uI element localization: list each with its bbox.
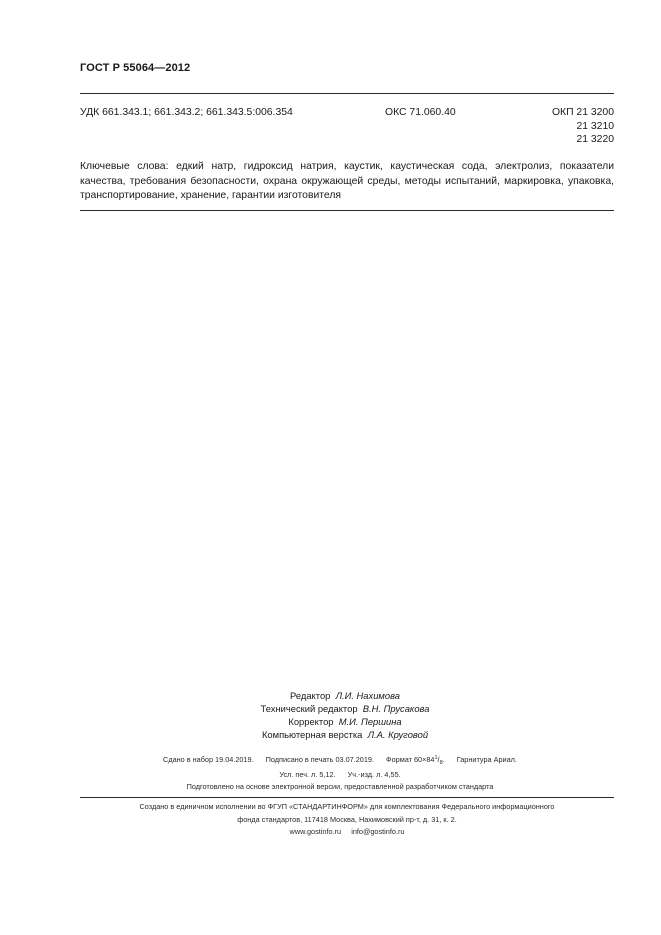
credit-layout: [180, 728, 510, 741]
okp-codes: [552, 106, 614, 147]
paper-format: Формат $60\times 84^1/_8$.: [386, 755, 445, 766]
website-link[interactable]: www.gostinfo.ru: [289, 827, 342, 836]
footer-line: Создано в единичном исполнении во ФГУП «СТАНДАРТИНФОРМ» для комплектования Федерального информационного: [139, 802, 555, 811]
oks-code: ОКС 71.060.40: [385, 107, 456, 118]
credit-role: Компьютерная верстка: [261, 729, 363, 740]
standard-number: ГОСТ Р 55064—2012: [80, 62, 191, 74]
footer-line: фонда стандартов, 117418 Москва, Нахимовский пр-т, д. 31, к. 2.: [237, 814, 457, 824]
okp-code: 21 3210: [576, 120, 614, 132]
publisher-footer: [80, 801, 614, 839]
publisher-sheets: Уч.-изд. л. 4,55.: [347, 770, 401, 779]
typeface: Гарнитура Ариал.: [456, 755, 517, 764]
keywords-paragraph: Ключевые слова: едкий натр, гидроксид натрия, каустик, каустическая сода, электролиз, показатели качества, требования безопасности, охрана окружающей среды, методы испытаний, маркировка, упаковка, транспортирование, хранение, гарантии изготовителя: [80, 161, 614, 201]
credit-role: Технический редактор: [260, 703, 358, 714]
okp-code: ОКП 21 3200: [551, 107, 614, 118]
credit-editor: [180, 689, 510, 702]
signed-date: Подписано в печать 03.07.2019.: [265, 755, 374, 764]
credit-name: М.И. Першина: [338, 716, 402, 727]
imprint-block: [110, 752, 570, 793]
prepared-note: Подготовлено на основе электронной версии, предоставленной разработчиком стандарта: [186, 782, 494, 791]
okp-code: 21 3220: [576, 134, 614, 145]
credits-block: [180, 689, 510, 741]
imprint-row-2: [110, 769, 570, 781]
credit-name: В.Н. Прусакова: [362, 703, 430, 714]
email-link[interactable]: info@gostinfo.ru: [351, 827, 405, 836]
credit-corrector: [180, 715, 510, 728]
format-denominator: 8: [439, 760, 443, 766]
keywords-rule: [80, 210, 614, 211]
footer-rule: [80, 797, 614, 798]
print-sheets: Усл. печ. л. 5,12.: [279, 770, 336, 779]
credit-tech-editor: [180, 702, 510, 715]
credit-name: Л.И. Нахимова: [335, 690, 400, 701]
imprint-row-1: [110, 752, 570, 769]
credit-role: Корректор: [288, 716, 334, 727]
credit-role: Редактор: [290, 690, 331, 701]
format-numerator: 1: [434, 755, 438, 761]
top-rule: [80, 93, 614, 94]
udk-code: УДК 661.343.1; 661.343.2; 661.343.5:006.354: [80, 107, 293, 118]
typeset-date: Сдано в набор 19.04.2019.: [163, 755, 254, 764]
footer-contacts: [80, 826, 614, 839]
credit-name: Л.А. Круговой: [367, 729, 429, 740]
